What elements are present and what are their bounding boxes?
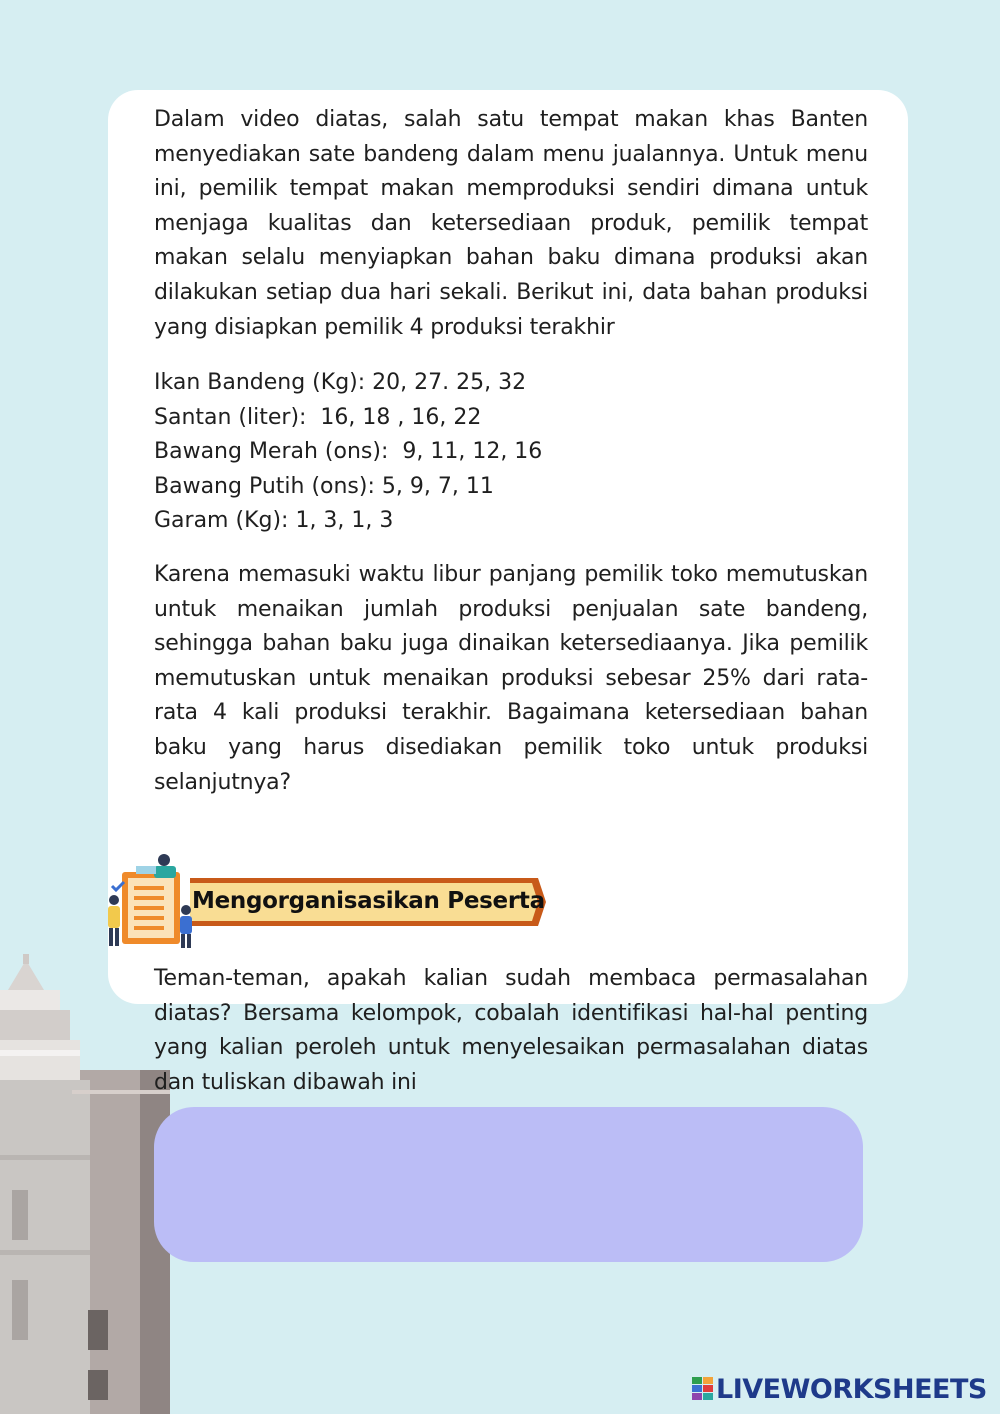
tower-illustration — [0, 950, 170, 1414]
answer-input[interactable] — [154, 1107, 863, 1262]
brand-logo[interactable] — [692, 1372, 987, 1406]
ingredient-item: Bawang Putih (ons): 5, 9, 7, 11 — [154, 473, 494, 499]
ingredient-list — [154, 366, 868, 539]
checklist-people-icon — [108, 854, 192, 948]
ingredient-item: Bawang Merah (ons): 9, 11, 12, 16 — [154, 439, 543, 465]
section-title: Mengorganisasikan Peserta — [192, 888, 545, 914]
section-instruction: Teman-teman, apakah kalian sudah membaca permasalahan diatas? Bersama kelompok, cobalah identifikasi hal-hal penting yang kalian peroleh untuk menyelesaikan permasalahan diatas dan tuliskan dibawah ini — [154, 966, 868, 1095]
ingredient-item: Santan (liter): 16, 18 , 16, 22 — [154, 404, 482, 430]
problem-question: Karena memasuki waktu libur panjang pemilik toko memutuskan untuk menaikan jumlah produksi penjualan sate bandeng, sehingga bahan baku juga dinaikan ketersediaanya. Jika pemilik memutuskan untuk menaikan produksi sebesar 25% dari rata-rata 4 kali produksi terakhir. Bagaimana ketersediaan bahan baku yang harus disediakan pemilik toko untuk produksi selanjutnya? — [154, 562, 868, 795]
ingredient-item: Ikan Bandeng (Kg): 20, 27. 25, 32 — [154, 370, 527, 395]
liveworksheets-logo-icon — [692, 1377, 714, 1401]
brand-name: LIVEWORKSHEETS — [716, 1373, 987, 1405]
problem-intro: Dalam video diatas, salah satu tempat makan khas Banten menyediakan sate bandeng dalam menu jualannya. Untuk menu ini, pemilik tempat makan memproduksi sendiri dimana untuk menjaga kualitas dan ketersediaan produk, pemilik tempat makan selalu menyiapkan bahan baku dimana produksi akan dilakukan setiap dua hari sekali. Berikut ini, data bahan produksi yang disiapkan pemilik 4 produksi terakhir — [154, 107, 868, 340]
ingredient-item: Garam (Kg): 1, 3, 1, 3 — [154, 508, 394, 534]
